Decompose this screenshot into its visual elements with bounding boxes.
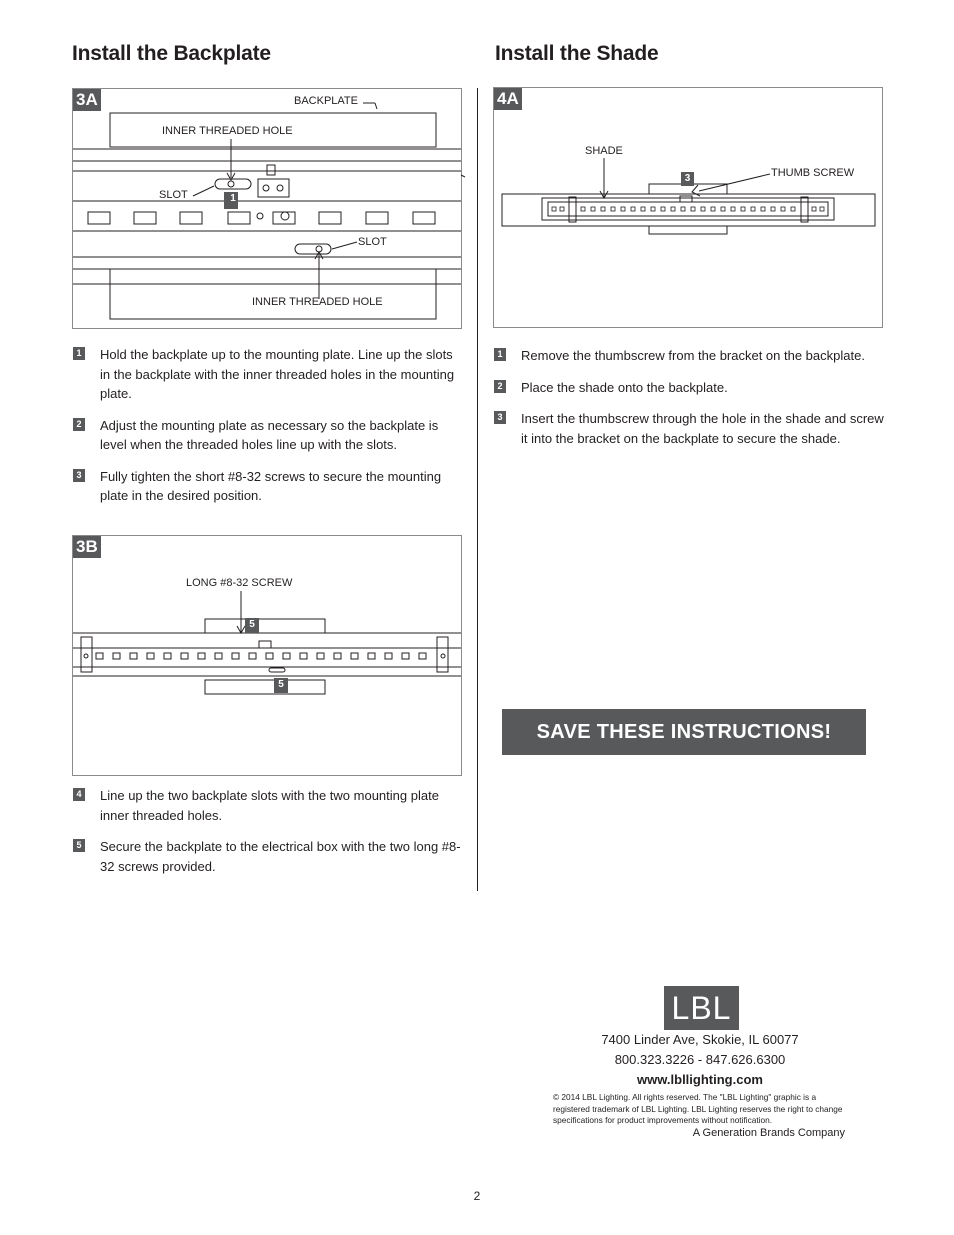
step-text: Secure the backplate to the electrical box with the two long #8-32 screws provided.: [100, 839, 461, 874]
column-divider: [477, 88, 478, 891]
step-item: [73, 416, 463, 455]
shade-steps-list: [494, 346, 884, 460]
step-text: Hold the backplate up to the mounting plate. Line up the slots in the backplate with the inner threaded holes in the mounting plate.: [100, 347, 455, 401]
backplate-section-title: Install the Backplate: [72, 42, 271, 65]
step-number: 5: [73, 839, 85, 852]
step-number: 3: [73, 469, 85, 482]
step-text: Place the shade onto the backplate.: [521, 379, 728, 395]
step-text: Remove the thumbscrew from the bracket on the backplate.: [521, 348, 865, 363]
backplate-callout: BACKPLATE: [294, 95, 358, 107]
long-screw-callout: LONG #8-32 SCREW: [186, 577, 293, 589]
figure-4a-drawing: [494, 88, 882, 327]
step-text: Insert the thumbscrew through the hole in the shade and screw it into the bracket on the backplate to secure the shade.: [521, 411, 884, 446]
slot-callout-left: SLOT: [159, 189, 188, 201]
step-item: [494, 409, 884, 448]
step-number: 1: [73, 347, 85, 360]
save-instructions-banner: SAVE THESE INSTRUCTIONS!: [502, 709, 866, 755]
step-number: 2: [73, 418, 85, 431]
step-marker-5-top: 5: [249, 619, 255, 630]
figure-4a: [493, 87, 883, 328]
step-marker-1: 1: [230, 193, 236, 204]
step-number: 4: [73, 788, 85, 801]
step-number: 2: [494, 380, 506, 393]
shade-section-title: Install the Shade: [495, 42, 659, 65]
page-number: 2: [473, 1189, 481, 1203]
step-item: [73, 467, 463, 506]
figure-3a-tag: 3A: [73, 89, 101, 111]
step-text: Fully tighten the short #8-32 screws to secure the mounting plate in the desired position.: [100, 468, 442, 503]
step-marker-3: 3: [684, 173, 691, 184]
step-item: [73, 837, 463, 876]
figure-3b-tag: 3B: [73, 536, 101, 558]
step-text: Line up the two backplate slots with the two mounting plate inner threaded holes.: [100, 788, 439, 823]
figure-3a: [72, 88, 462, 329]
figure-3b: [72, 535, 462, 776]
step-item: [494, 378, 884, 398]
figure-3b-drawing: [73, 536, 461, 775]
inner-threaded-hole-callout-top: INNER THREADED HOLE: [162, 125, 293, 137]
backplate-steps-list-b: [73, 786, 463, 888]
figure-4a-tag: 4A: [494, 88, 522, 110]
backplate-steps-list: [73, 345, 463, 518]
company-phone: 800.323.3226 - 847.626.6300: [614, 1052, 786, 1067]
step-number: 1: [494, 348, 506, 361]
slot-callout-right: SLOT: [358, 236, 387, 248]
parent-company: A Generation Brands Company: [692, 1127, 845, 1139]
shade-callout: SHADE: [585, 145, 623, 157]
step-item: [73, 786, 463, 825]
lbl-logo: LBL: [664, 986, 739, 1030]
copyright-notice: © 2014 LBL Lighting. All rights reserved. The "LBL Lighting" graphic is a registered trademark of LBL Lighting. LBL Lighting reserves the right to change specifications for product improvements without notification.: [553, 1092, 843, 1125]
thumb-screw-callout: THUMB SCREW: [771, 167, 855, 179]
step-item: [73, 345, 463, 404]
company-website: www.lbllighting.com: [637, 1072, 763, 1087]
inner-threaded-hole-callout-bottom: INNER THREADED HOLE: [252, 296, 383, 308]
step-item: [494, 346, 884, 366]
company-address: 7400 Linder Ave, Skokie, IL 60077: [601, 1032, 799, 1047]
step-marker-5-bottom: 5: [278, 679, 284, 690]
step-text: Adjust the mounting plate as necessary so the backplate is level when the threaded holes line up with the slots.: [100, 417, 439, 452]
step-number: 3: [494, 411, 506, 424]
